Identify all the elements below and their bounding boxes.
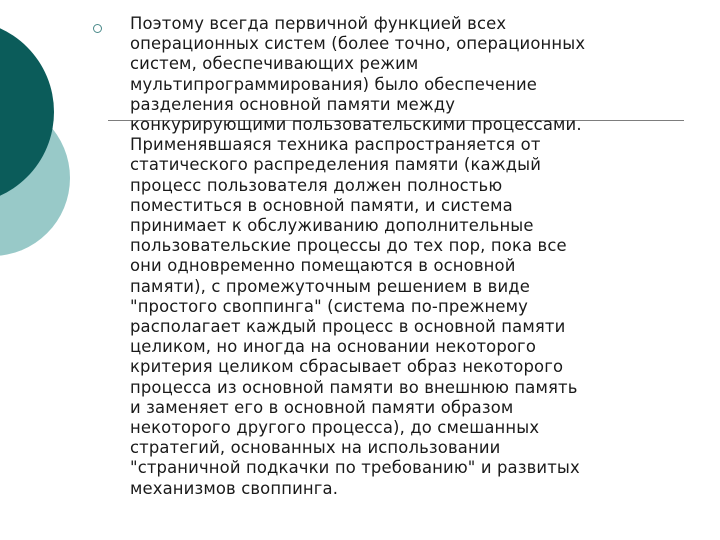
hollow-circle-bullet-icon [93, 24, 102, 33]
body-paragraph: Поэтому всегда первичной функцией всех операционных систем (более точно, операционных систем, обеспечивающих режим мультипрограммирования) было обеспечение разделения основной памяти между конкурирующими пользовательскими процессами. Применявшаяся техника распространяется от статического распределения памяти (каждый процесс пользователя должен полностью поместиться в основной памяти, и система принимает к обслуживанию дополнительные пользовательские процессы до тех пор, пока все они одновременно помещаются в основной памяти), с промежуточным решением в виде "простого своппинга" (система по-прежнему располагает каждый процесс в основной памяти целиком, но иногда на основании некоторого критерия целиком сбрасывает образ некоторого процесса из основной памяти во внешнюю память и заменяет его в основной памяти образом некоторого другого процесса), до смешанных стратегий, основанных на использовании "страничной подкачки по требованию" и развитых механизмов своппинга. [130, 14, 586, 498]
decorative-circles [0, 0, 120, 300]
